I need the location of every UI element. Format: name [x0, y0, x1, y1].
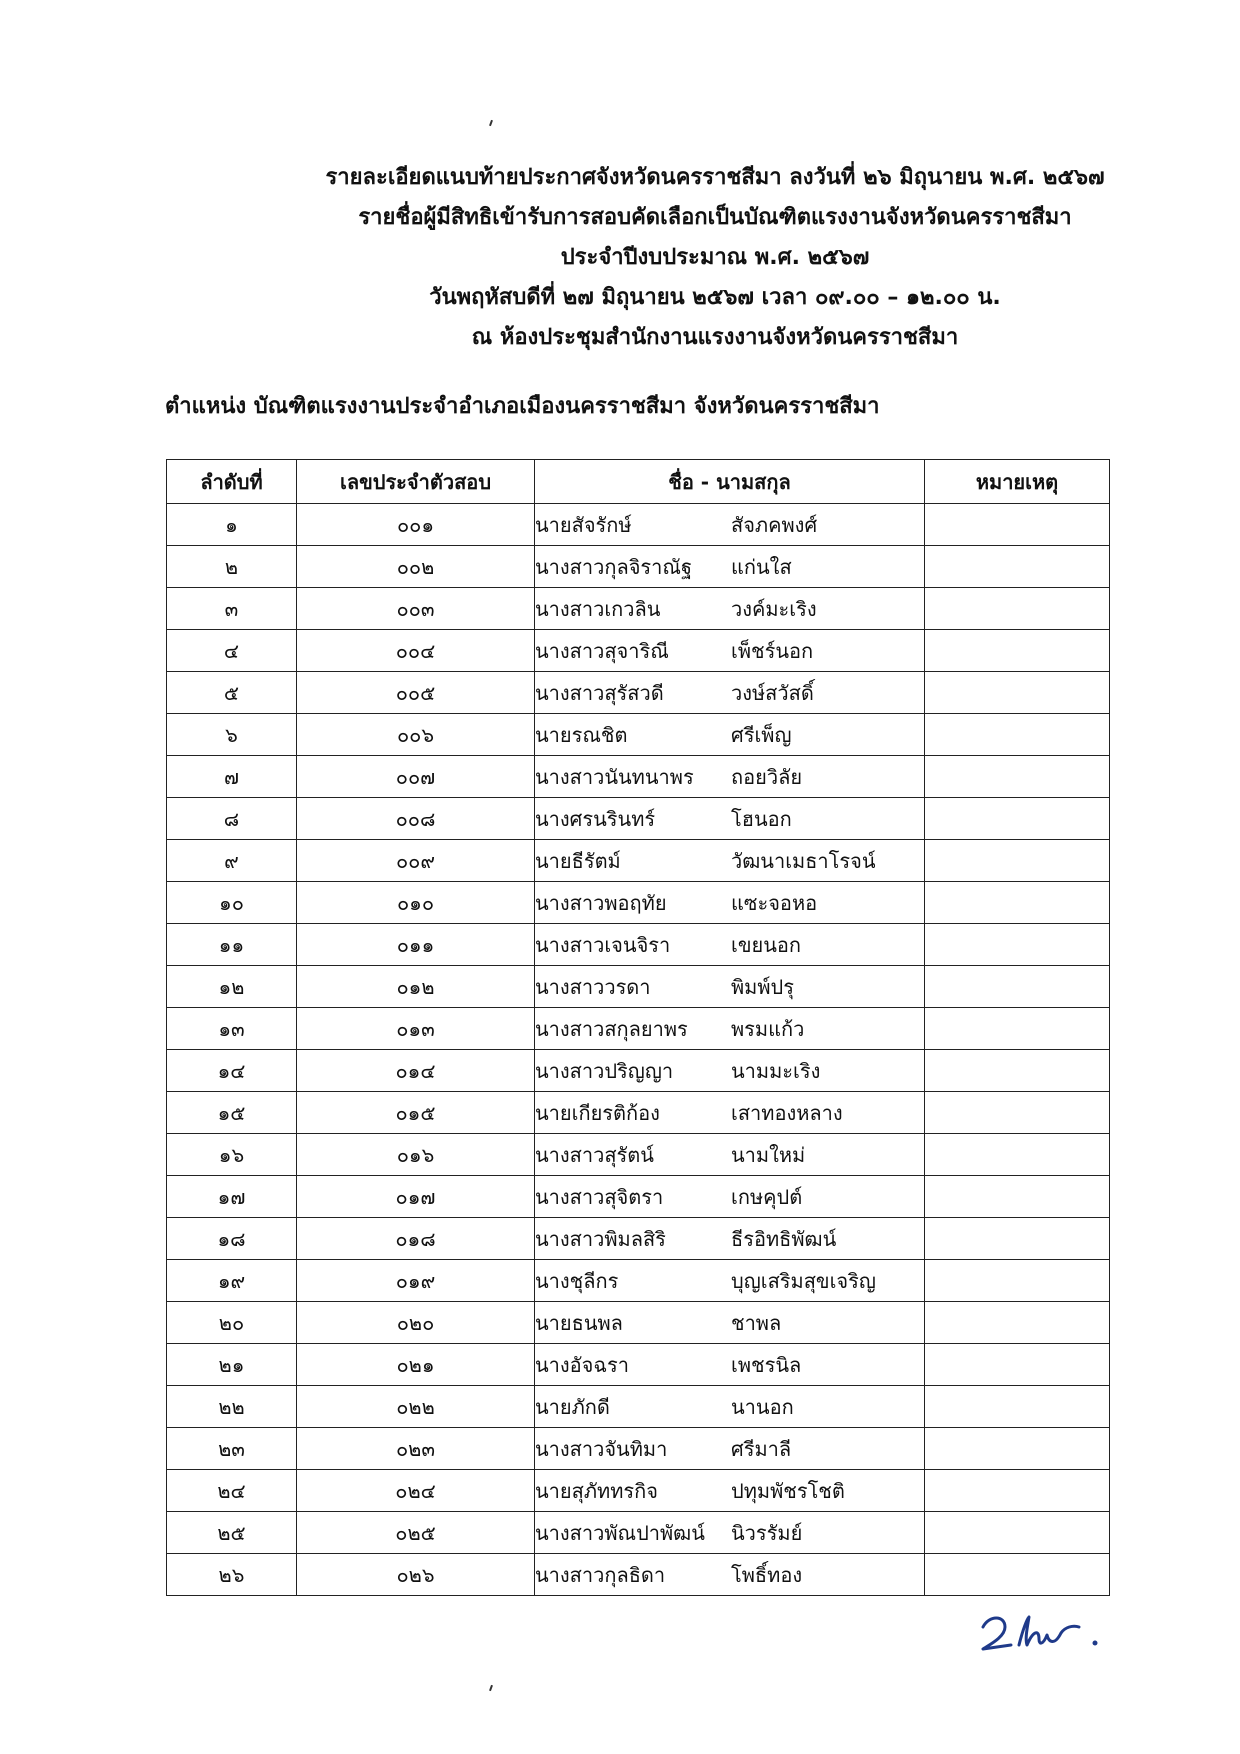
order-cell: ๑๖ [167, 1134, 297, 1176]
table-row [167, 924, 1110, 966]
order-cell: ๔ [167, 630, 297, 672]
remark-cell [925, 840, 1110, 882]
remark-cell [925, 1512, 1110, 1554]
table-row [167, 714, 1110, 756]
full-name-cell [535, 588, 925, 630]
table-row [167, 840, 1110, 882]
table-row [167, 504, 1110, 546]
last-name: นามใหม่ [731, 1142, 806, 1167]
exam-id-cell: ๐๑๙ [297, 1260, 535, 1302]
full-name-cell [535, 1512, 925, 1554]
first-name: นางสาวเจนจิรา [535, 932, 671, 957]
table-row [167, 1008, 1110, 1050]
remark-cell [925, 966, 1110, 1008]
exam-id-cell: ๐๑๔ [297, 1050, 535, 1092]
order-cell: ๑๙ [167, 1260, 297, 1302]
remark-cell [925, 1386, 1110, 1428]
first-name: นายสุภัททรกิจ [535, 1478, 658, 1503]
remark-cell [925, 1218, 1110, 1260]
last-name: พรมแก้ว [731, 1016, 805, 1041]
exam-id-cell: ๐๒๔ [297, 1470, 535, 1512]
exam-id-cell: ๐๑๓ [297, 1008, 535, 1050]
remark-cell [925, 1176, 1110, 1218]
first-name: นางสาวสุจิตรา [535, 1184, 664, 1209]
table-row [167, 756, 1110, 798]
remark-cell [925, 1134, 1110, 1176]
remark-cell [925, 1050, 1110, 1092]
first-name: นางสาววรดา [535, 974, 651, 999]
order-cell: ๑๔ [167, 1050, 297, 1092]
full-name-cell [535, 1554, 925, 1596]
table-row [167, 798, 1110, 840]
last-name: นามมะเริง [731, 1058, 821, 1083]
remark-cell [925, 1554, 1110, 1596]
exam-id-cell: ๐๒๐ [297, 1302, 535, 1344]
first-name: นายภักดี [535, 1394, 610, 1419]
remark-cell [925, 1428, 1110, 1470]
remark-cell [925, 504, 1110, 546]
full-name-cell [535, 1386, 925, 1428]
order-cell: ๒ [167, 546, 297, 588]
document-header [0, 158, 1240, 358]
order-cell: ๙ [167, 840, 297, 882]
scan-mark [489, 120, 493, 126]
table-row [167, 546, 1110, 588]
last-name: ธีรอิทธิพัฒน์ [731, 1226, 837, 1251]
exam-id-cell: ๐๐๒ [297, 546, 535, 588]
exam-id-cell: ๐๑๐ [297, 882, 535, 924]
full-name-cell [535, 924, 925, 966]
table-row [167, 1344, 1110, 1386]
exam-id-cell: ๐๒๒ [297, 1386, 535, 1428]
first-name: นางสาวสุรัสวดี [535, 680, 664, 705]
order-cell: ๑๑ [167, 924, 297, 966]
exam-id-cell: ๐๐๙ [297, 840, 535, 882]
remark-cell [925, 1344, 1110, 1386]
exam-id-cell: ๐๒๑ [297, 1344, 535, 1386]
last-name: เพชรนิล [731, 1352, 802, 1377]
full-name-cell [535, 1092, 925, 1134]
remark-cell [925, 1008, 1110, 1050]
table-body [167, 504, 1110, 1596]
exam-id-cell: ๐๑๑ [297, 924, 535, 966]
last-name: พิมพ์ปรุ [731, 974, 794, 999]
table-row [167, 966, 1110, 1008]
header-line-2: รายชื่อผู้มีสิทธิเข้ารับการสอบคัดเลือกเป็นบัณฑิตแรงงานจังหวัดนครราชสีมา [358, 205, 1072, 230]
full-name-cell [535, 714, 925, 756]
exam-id-cell: ๐๒๓ [297, 1428, 535, 1470]
first-name: นายรณชิต [535, 722, 628, 747]
last-name: แซะจอหอ [731, 890, 818, 915]
last-name: ศรีมาลี [731, 1436, 792, 1461]
column-header-exam-id: เลขประจำตัวสอบ [297, 460, 535, 504]
first-name: นางอัจฉรา [535, 1352, 629, 1377]
remark-cell [925, 882, 1110, 924]
first-name: นางสาวพัณปาพัฒน์ [535, 1520, 705, 1545]
table-header-row [167, 460, 1110, 504]
column-header-order: ลำดับที่ [167, 460, 297, 504]
order-cell: ๑๕ [167, 1092, 297, 1134]
first-name: นางสาวจันทิมา [535, 1436, 668, 1461]
last-name: นานอก [731, 1394, 794, 1419]
header-line-4: วันพฤหัสบดีที่ ๒๗ มิถุนายน ๒๕๖๗ เวลา ๐๙.๐๐ – ๑๒.๐๐ น. [429, 285, 1001, 310]
first-name: นางสาวนันทนาพร [535, 764, 694, 789]
last-name: ปทุมพัชรโชติ [731, 1478, 845, 1503]
last-name: วงษ์สวัสดิ์ [731, 680, 814, 705]
first-name: นางสาวกุลจิราณัฐ [535, 554, 692, 579]
signature-initials [975, 1605, 1115, 1665]
order-cell: ๑๘ [167, 1218, 297, 1260]
order-cell: ๒๖ [167, 1554, 297, 1596]
full-name-cell [535, 1008, 925, 1050]
exam-id-cell: ๐๑๖ [297, 1134, 535, 1176]
position-title: ตำแหน่ง บัณฑิตแรงงานประจำอำเภอเมืองนครราชสีมา จังหวัดนครราชสีมา [165, 394, 880, 419]
last-name: ศรีเพ็ญ [731, 722, 792, 747]
order-cell: ๑๒ [167, 966, 297, 1008]
full-name-cell [535, 1050, 925, 1092]
full-name-cell [535, 1260, 925, 1302]
table-row [167, 1302, 1110, 1344]
column-header-remark: หมายเหตุ [925, 460, 1110, 504]
last-name: โฮนอก [731, 806, 792, 831]
table-row [167, 1386, 1110, 1428]
full-name-cell [535, 840, 925, 882]
remark-cell [925, 630, 1110, 672]
order-cell: ๘ [167, 798, 297, 840]
table-row [167, 1218, 1110, 1260]
first-name: นางสาวเกวลิน [535, 596, 661, 621]
last-name: เสาทองหลาง [731, 1100, 843, 1125]
remark-cell [925, 714, 1110, 756]
first-name: นางสาวกุลธิดา [535, 1562, 666, 1587]
exam-id-cell: ๐๐๖ [297, 714, 535, 756]
full-name-cell [535, 1218, 925, 1260]
last-name: บุญเสริมสุขเจริญ [731, 1268, 876, 1293]
order-cell: ๑๓ [167, 1008, 297, 1050]
table-row [167, 630, 1110, 672]
exam-id-cell: ๐๐๔ [297, 630, 535, 672]
full-name-cell [535, 672, 925, 714]
first-name: นางสาวสุจาริณี [535, 638, 669, 663]
last-name: เกษคุปต์ [731, 1184, 803, 1209]
table-row [167, 1470, 1110, 1512]
first-name: นางสาวพิมลสิริ [535, 1226, 666, 1251]
column-header-full-name: ชื่อ - นามสกุล [535, 460, 925, 504]
remark-cell [925, 1092, 1110, 1134]
exam-id-cell: ๐๑๗ [297, 1176, 535, 1218]
scan-mark [489, 1685, 493, 1691]
exam-id-cell: ๐๑๒ [297, 966, 535, 1008]
remark-cell [925, 1470, 1110, 1512]
remark-cell [925, 1302, 1110, 1344]
full-name-cell [535, 1428, 925, 1470]
order-cell: ๕ [167, 672, 297, 714]
table-row [167, 1176, 1110, 1218]
exam-id-cell: ๐๑๘ [297, 1218, 535, 1260]
remark-cell [925, 924, 1110, 966]
header-line-3: ประจำปีงบประมาณ พ.ศ. ๒๕๖๗ [560, 245, 870, 270]
table-row [167, 1260, 1110, 1302]
full-name-cell [535, 1302, 925, 1344]
first-name: นางชุลีกร [535, 1268, 619, 1293]
table-row [167, 588, 1110, 630]
first-name: นางศรนรินทร์ [535, 806, 656, 831]
last-name: ถอยวิลัย [731, 764, 803, 789]
exam-id-cell: ๐๐๕ [297, 672, 535, 714]
order-cell: ๒๕ [167, 1512, 297, 1554]
header-line-5: ณ ห้องประชุมสำนักงานแรงงานจังหวัดนครราชสีมา [471, 325, 959, 350]
table-row [167, 1092, 1110, 1134]
last-name: แก่นใส [731, 554, 792, 579]
exam-id-cell: ๐๒๖ [297, 1554, 535, 1596]
first-name: นางสาวสกุลยาพร [535, 1016, 688, 1041]
last-name: นิวรรัมย์ [731, 1520, 803, 1545]
first-name: นายสัจรักษ์ [535, 512, 632, 537]
order-cell: ๖ [167, 714, 297, 756]
table-row [167, 1428, 1110, 1470]
table-row [167, 882, 1110, 924]
exam-id-cell: ๐๒๕ [297, 1512, 535, 1554]
last-name: เขยนอก [731, 932, 802, 957]
table-row [167, 1050, 1110, 1092]
last-name: โพธิ์ทอง [731, 1562, 803, 1587]
full-name-cell [535, 798, 925, 840]
full-name-cell [535, 630, 925, 672]
header-line-1: รายละเอียดแนบท้ายประกาศจังหวัดนครราชสีมา ลงวันที่ ๒๖ มิถุนายน พ.ศ. ๒๕๖๗ [325, 165, 1105, 190]
remark-cell [925, 798, 1110, 840]
full-name-cell [535, 1344, 925, 1386]
last-name: สัจภคพงศ์ [731, 512, 818, 537]
full-name-cell [535, 1470, 925, 1512]
last-name: วงค์มะเริง [731, 596, 817, 621]
remark-cell [925, 756, 1110, 798]
table-row [167, 1554, 1110, 1596]
last-name: วัฒนาเมธาโรจน์ [731, 848, 876, 873]
full-name-cell [535, 966, 925, 1008]
first-name: นายธีรัตม์ [535, 848, 621, 873]
table-row [167, 1134, 1110, 1176]
remark-cell [925, 588, 1110, 630]
order-cell: ๒๑ [167, 1344, 297, 1386]
order-cell: ๑๐ [167, 882, 297, 924]
order-cell: ๓ [167, 588, 297, 630]
remark-cell [925, 546, 1110, 588]
table-row [167, 1512, 1110, 1554]
first-name: นางสาวปริญญา [535, 1058, 674, 1083]
first-name: นายเกียรติก้อง [535, 1100, 660, 1125]
full-name-cell [535, 546, 925, 588]
first-name: นางสาวสุรัตน์ [535, 1142, 654, 1167]
full-name-cell [535, 1134, 925, 1176]
table-row [167, 672, 1110, 714]
exam-id-cell: ๐๑๕ [297, 1092, 535, 1134]
order-cell: ๒๐ [167, 1302, 297, 1344]
full-name-cell [535, 1176, 925, 1218]
order-cell: ๑๗ [167, 1176, 297, 1218]
last-name: เพ็ชร์นอก [731, 638, 814, 663]
first-name: นายธนพล [535, 1310, 623, 1335]
remark-cell [925, 672, 1110, 714]
order-cell: ๑ [167, 504, 297, 546]
candidate-table [166, 459, 1110, 1596]
full-name-cell [535, 504, 925, 546]
last-name: ชาพล [731, 1310, 782, 1335]
first-name: นางสาวพอฤทัย [535, 890, 667, 915]
full-name-cell [535, 756, 925, 798]
order-cell: ๒๔ [167, 1470, 297, 1512]
order-cell: ๒๓ [167, 1428, 297, 1470]
full-name-cell [535, 882, 925, 924]
order-cell: ๗ [167, 756, 297, 798]
order-cell: ๒๒ [167, 1386, 297, 1428]
exam-id-cell: ๐๐๗ [297, 756, 535, 798]
exam-id-cell: ๐๐๓ [297, 588, 535, 630]
exam-id-cell: ๐๐๘ [297, 798, 535, 840]
remark-cell [925, 1260, 1110, 1302]
exam-id-cell: ๐๐๑ [297, 504, 535, 546]
